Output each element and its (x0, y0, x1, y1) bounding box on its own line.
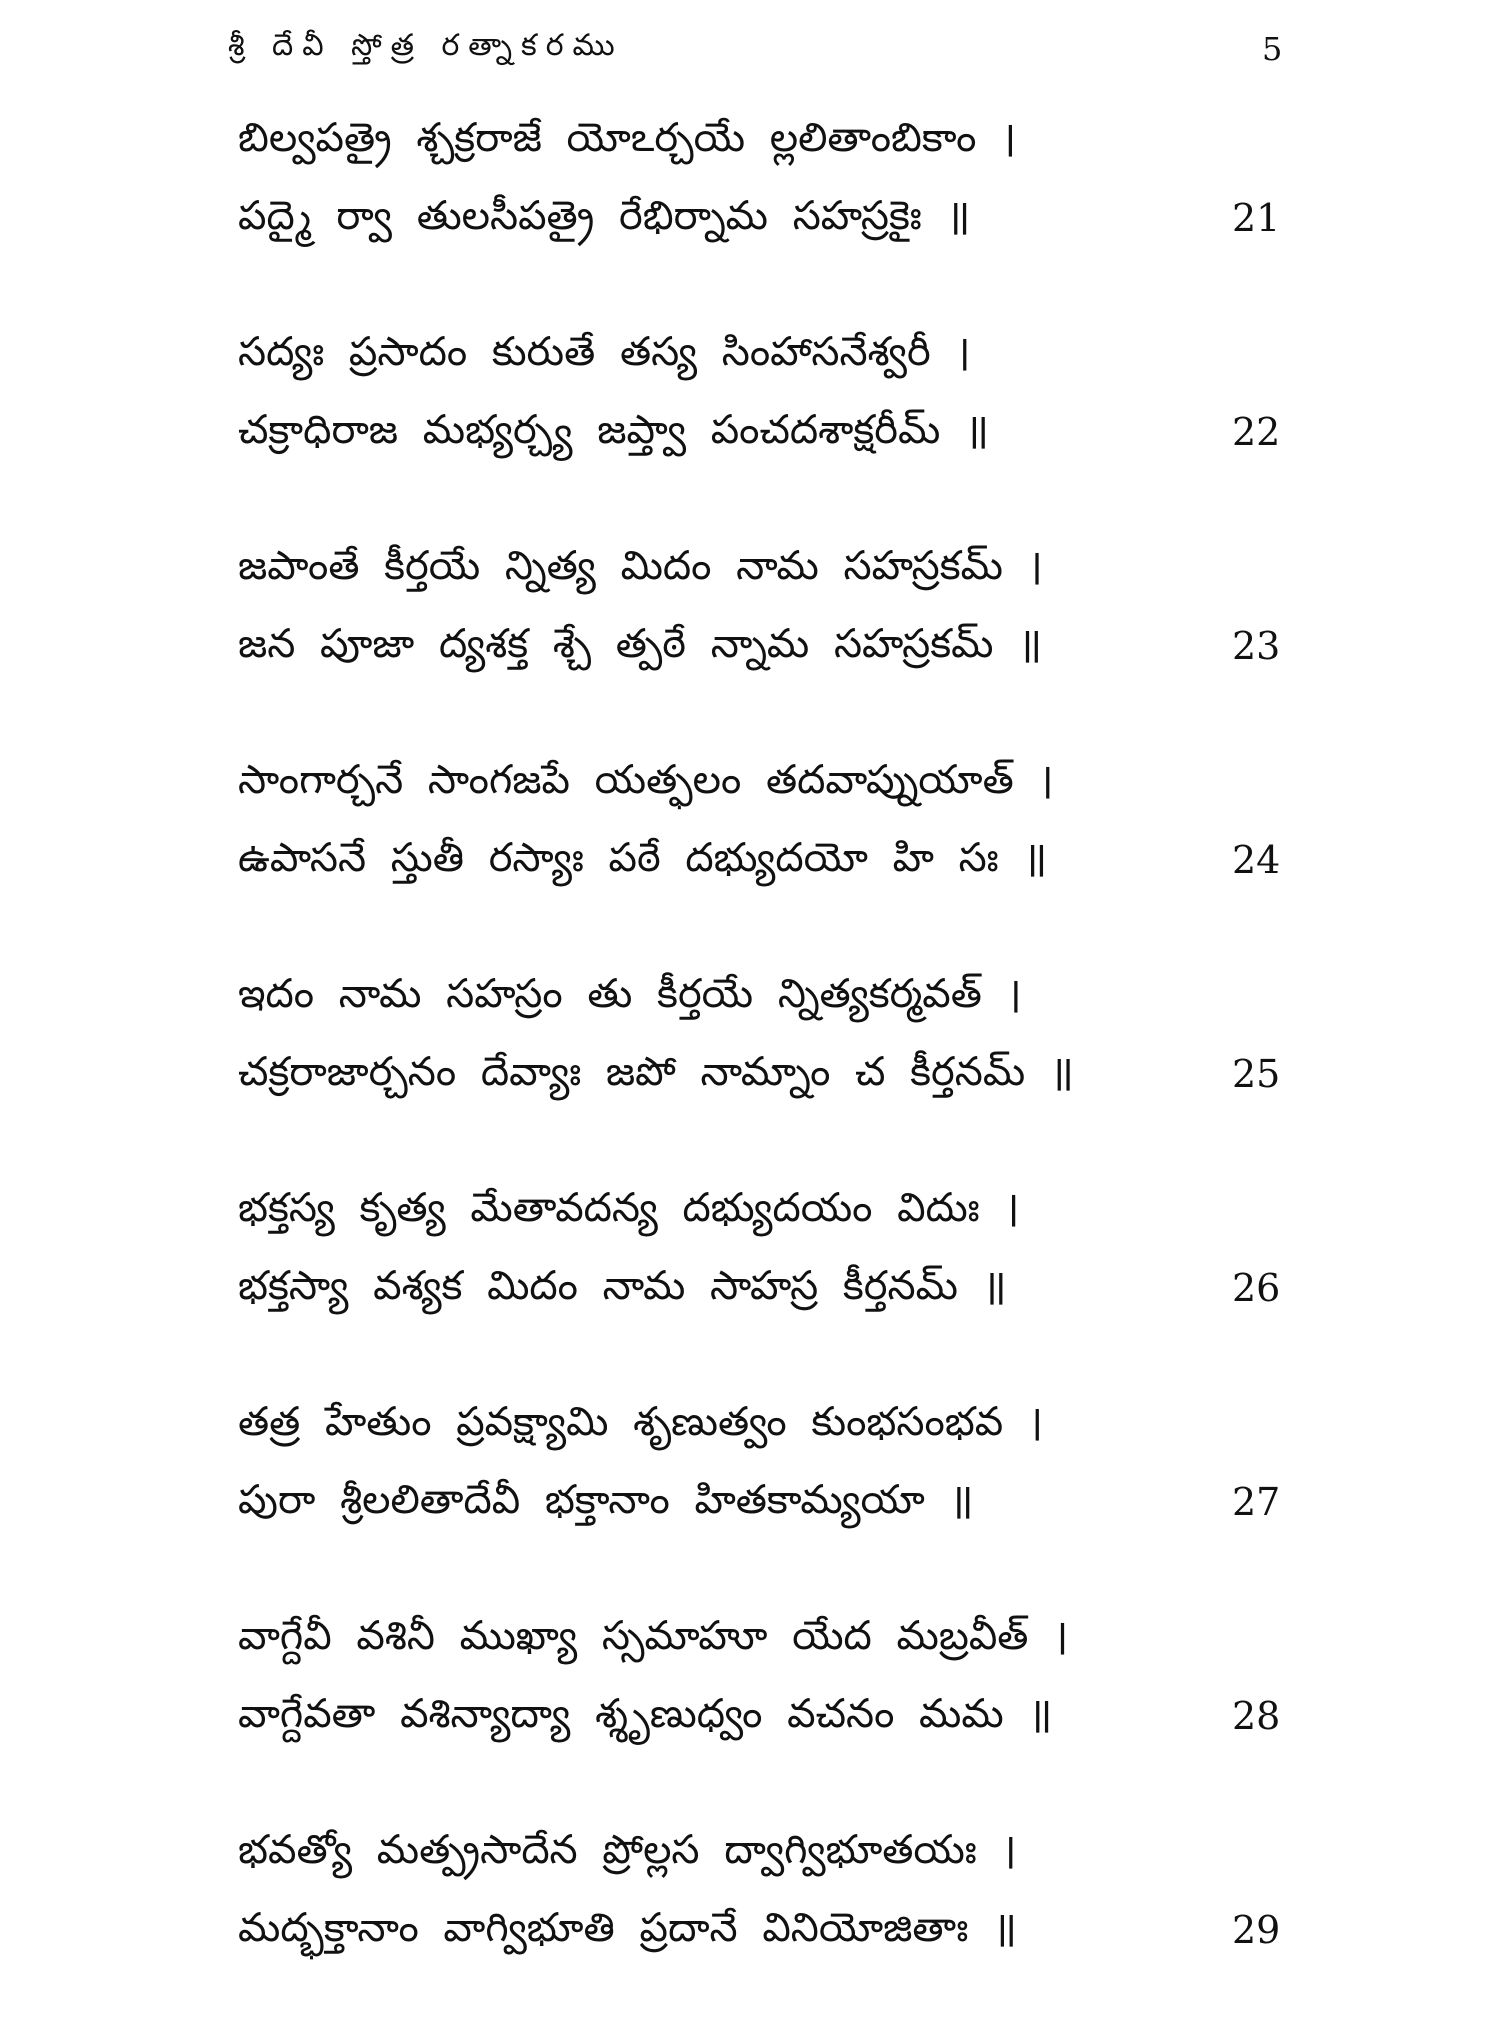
verse-line: తత్ర హేతుం ప్రవక్ష్యామి శృణుత్వం కుంభసంభవ । (238, 1399, 1044, 1445)
verse-line: భక్తస్యా వశ్యక మిదం నామ సాహస్ర కీర్తనమ్ ॥ (238, 1263, 1007, 1309)
verse-line: చక్రరాజార్చనం దేవ్యాః జపో నామ్నాం చ కీర్తనమ్ ॥ (238, 1049, 1074, 1095)
verse-24 (0, 742, 1500, 956)
verse-line: జన పూజా ద్యశక్త శ్చే త్పఠే న్నామ సహస్రకమ్ ॥ (238, 621, 1043, 667)
verse-line: ఇదం నామ సహస్రం తు కీర్తయే న్నిత్యకర్మవత్ । (238, 971, 1022, 1017)
verse-list (0, 100, 1500, 2026)
verse-line: భక్తస్య కృత్య మేతావదన్య దభ్యుదయం విదుః । (238, 1185, 1020, 1231)
verse-number: 26 (1232, 1266, 1281, 1310)
verse-29 (0, 1812, 1500, 2026)
verse-22 (0, 314, 1500, 528)
verse-number: 23 (1232, 624, 1281, 668)
verse-line: చక్రాధిరాజ మభ్యర్చ్య జప్త్వా పంచదశాక్షరీమ్ ॥ (238, 407, 989, 453)
page-number: 5 (1262, 30, 1283, 68)
verse-number: 28 (1232, 1694, 1281, 1738)
verse-line: పురా శ్రీలలితాదేవీ భక్తానాం హితకామ్యయా ॥ (238, 1477, 974, 1523)
verse-line: సాంగార్చనే సాంగజపే యత్ఫలం తదవాప్నుయాత్ । (238, 757, 1054, 803)
verse-line: సద్యః ప్రసాదం కురుతే తస్య సింహాసనేశ్వరీ । (238, 329, 971, 375)
verse-number: 24 (1232, 838, 1281, 882)
running-title: శ్రీ దేవీ స్తోత్ర రత్నాకరము (228, 28, 624, 63)
verse-line: బిల్వపత్రై శ్చక్రరాజే యోఽర్చయే ల్లలితాంబికాం । (238, 115, 1017, 161)
verse-27 (0, 1384, 1500, 1598)
verse-line: పద్మై ర్వా తులసీపత్రై రేభిర్నామ సహస్రకైః ॥ (238, 193, 971, 239)
verse-26 (0, 1170, 1500, 1384)
verse-line: మద్భక్తానాం వాగ్విభూతి ప్రదానే వినియోజితాః ॥ (238, 1905, 1018, 1951)
verse-number: 22 (1232, 410, 1281, 454)
page-header (0, 28, 1500, 80)
verse-line: జపాంతే కీర్తయే న్నిత్య మిదం నామ సహస్రకమ్ । (238, 543, 1043, 589)
verse-number: 21 (1232, 196, 1281, 240)
verse-line: వాగ్దేవతా వశిన్యాద్యా శ్శృణుధ్వం వచనం మమ ॥ (238, 1691, 1053, 1737)
verse-line: భవత్యో మత్ప్రసాదేన ప్రోల్లస ద్వాగ్విభూతయః । (238, 1827, 1017, 1873)
verse-number: 27 (1232, 1480, 1281, 1524)
verse-number: 29 (1232, 1908, 1281, 1952)
verse-23 (0, 528, 1500, 742)
verse-line: వాగ్దేవీ వశినీ ముఖ్యా స్సమాహూ యేద మబ్రవీత్ । (238, 1613, 1069, 1659)
verse-25 (0, 956, 1500, 1170)
verse-21 (0, 100, 1500, 314)
verse-line: ఉపాసనే స్తుతీ రస్యాః పఠే దభ్యుదయో హి సః ॥ (238, 835, 1048, 881)
verse-number: 25 (1232, 1052, 1281, 1096)
verse-28 (0, 1598, 1500, 1812)
